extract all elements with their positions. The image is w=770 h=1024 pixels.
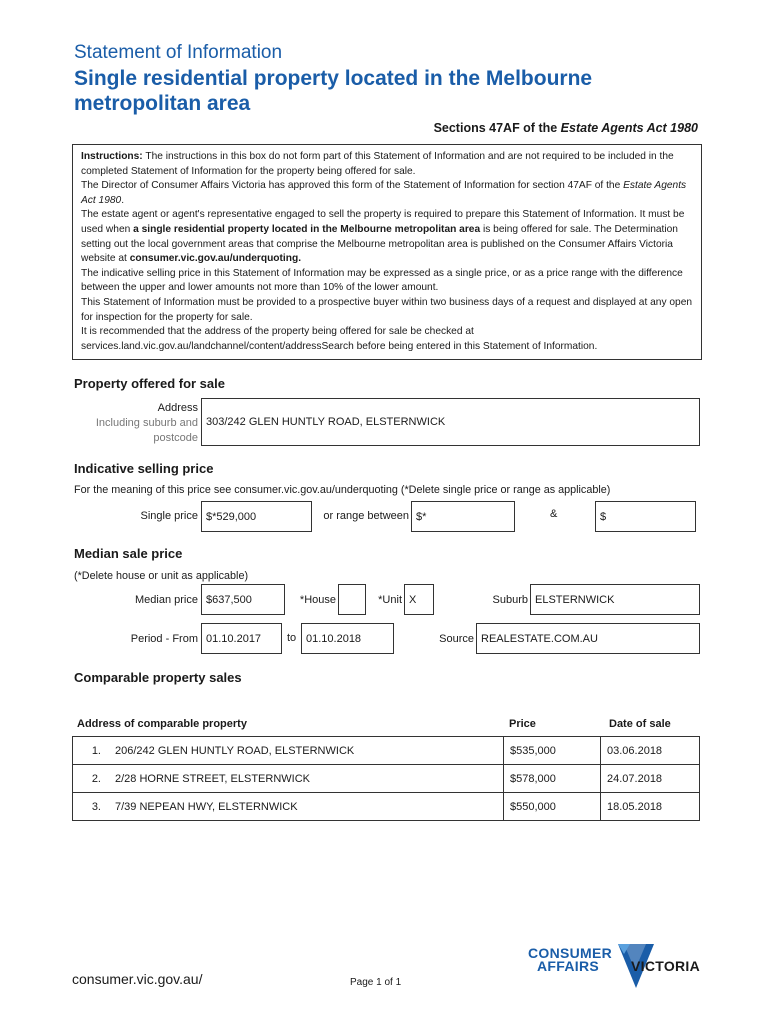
house-label: *House — [299, 594, 336, 606]
suburb-field[interactable] — [530, 584, 700, 615]
suburb-value: ELSTERNWICK — [535, 593, 615, 606]
address-label-line: Including suburb and — [95, 417, 198, 429]
period-label: Period - From — [130, 633, 198, 645]
act-name: Estate Agents Act 1980 — [81, 180, 687, 206]
act-name: Estate Agents Act 1980 — [560, 121, 698, 135]
source-field[interactable] — [476, 623, 700, 654]
median-price-label: Median price — [135, 594, 198, 606]
instructions-emphasis: a single residential property located in the Melbourne metropolitan area — [133, 223, 481, 235]
single-price-value: $*529,000 — [206, 510, 257, 523]
comparable-address-cell[interactable] — [72, 736, 504, 765]
range-low-value: $* — [416, 510, 427, 523]
comparable-address: 206/242 GLEN HUNTLY ROAD, ELSTERNWICK — [115, 744, 355, 757]
address-value: 303/242 GLEN HUNTLY ROAD, ELSTERNWICK — [206, 416, 446, 428]
instructions-paragraph-4: The indicative selling price in this Statement of Information may be expressed as a single price, or as a price range with the difference between the upper and lower amounts not more than 10% of the lower amount. — [81, 267, 683, 294]
instructions-box — [72, 144, 702, 360]
comparable-price: $535,000 — [510, 744, 556, 757]
period-to-value: 01.10.2018 — [306, 632, 362, 645]
instructions-text: The estate agent or agent's representative engaged to sell the property is required to prepare this Statement of Information. It must be used when — [81, 209, 685, 235]
instructions-paragraph-3 — [81, 208, 693, 266]
unit-value: X — [409, 593, 417, 606]
column-header-address: Address of comparable property — [77, 718, 247, 730]
indicative-note: For the meaning of this price see consumer.vic.gov.au/underquoting (*Delete single price or range as applicable) — [74, 484, 611, 496]
source-value: REALESTATE.COM.AU — [481, 632, 598, 645]
comparable-address: 2/28 HORNE STREET, ELSTERNWICK — [115, 772, 310, 785]
comparable-date-cell[interactable] — [600, 764, 700, 793]
instructions-text: is being offered for sale. The Determination setting out the local government areas that comprise the Melbourne metropolitan area is published on the Consumer Affairs Victoria website at — [81, 223, 678, 265]
comparable-address-cell[interactable] — [72, 792, 504, 821]
period-to-field[interactable] — [301, 623, 394, 654]
median-note: (*Delete house or unit as applicable) — [74, 570, 249, 582]
address-field[interactable] — [201, 398, 700, 446]
column-header-price: Price — [509, 718, 536, 730]
range-label: or range between — [323, 510, 409, 522]
period-from-value: 01.10.2017 — [206, 632, 262, 645]
instructions-text: The Director of Consumer Affairs Victoria has approved this form of the Statement of Information for section 47AF of the — [81, 180, 624, 192]
page-number: Page 1 of 1 — [350, 977, 402, 988]
comparable-address-cell[interactable] — [72, 764, 504, 793]
consumer-affairs-victoria-logo — [528, 942, 703, 992]
address-label-line: Address — [157, 402, 198, 414]
comparable-price-cell[interactable] — [503, 736, 601, 765]
table-row — [72, 736, 700, 765]
comparable-price-cell[interactable] — [503, 764, 601, 793]
footer-url[interactable]: consumer.vic.gov.au/ — [72, 971, 203, 987]
document-title: Single residential property located in the Melbourne metropolitan area — [74, 67, 593, 115]
source-label: Source — [439, 633, 474, 645]
range-high-value: $ — [600, 510, 607, 523]
single-price-field[interactable] — [201, 501, 312, 532]
period-from-field[interactable] — [201, 623, 282, 654]
sections-reference — [434, 121, 698, 135]
range-ampersand: & — [550, 508, 558, 520]
unit-label: *Unit — [378, 594, 402, 606]
comparable-price-cell[interactable] — [503, 792, 601, 821]
property-heading: Property offered for sale — [74, 376, 225, 391]
underquoting-link[interactable]: consumer.vic.gov.au/underquoting. — [129, 253, 302, 265]
instructions-text: The instructions in this box do not form part of this Statement of Information and are not required to be included in the completed Statement of Information for the property being offered for sale. — [81, 151, 674, 177]
median-heading: Median sale price — [74, 546, 183, 561]
logo-text-line-2a: AFFAIRS — [537, 958, 599, 974]
range-high-field[interactable] — [595, 501, 696, 532]
document-label: Statement of Information — [74, 42, 283, 63]
single-price-label: Single price — [140, 510, 198, 522]
row-number: 2. — [91, 772, 101, 785]
comparable-date-cell[interactable] — [600, 792, 700, 821]
median-price-field[interactable] — [201, 584, 285, 615]
table-row — [72, 792, 700, 821]
comparable-date-cell[interactable] — [600, 736, 700, 765]
instructions-paragraph-1 — [81, 150, 693, 179]
comparable-date: 24.07.2018 — [607, 772, 663, 785]
comparable-heading: Comparable property sales — [74, 670, 242, 685]
unit-checkbox[interactable] — [404, 584, 434, 615]
comparable-date: 03.06.2018 — [607, 744, 663, 757]
column-header-date: Date of sale — [609, 718, 671, 730]
comparable-price: $578,000 — [510, 772, 556, 785]
address-label-line: postcode — [153, 432, 198, 444]
median-price-value: $637,500 — [206, 593, 252, 606]
house-checkbox[interactable] — [338, 584, 366, 615]
instructions-label: Instructions: — [81, 151, 143, 162]
instructions-paragraph-6: It is recommended that the address of the property being offered for sale be checked at services.land.vic.gov.au/landchannel/content/addressSearch before being entered in this Statement of Information. — [81, 326, 598, 352]
comparable-date: 18.05.2018 — [607, 800, 663, 813]
instructions-paragraph-5: This Statement of Information must be provided to a prospective buyer within two business days of a request and displayed at any open for inspection for the property for sale. — [81, 296, 693, 323]
table-row — [72, 764, 700, 793]
logo-text-line-2b: VICTORIA — [631, 958, 701, 974]
address-label — [72, 401, 198, 446]
range-low-field[interactable] — [411, 501, 515, 532]
indicative-heading: Indicative selling price — [74, 461, 214, 476]
period-to-label: to — [287, 632, 297, 644]
logo-text-line-1: CONSUMER — [528, 945, 613, 961]
comparable-address: 7/39 NEPEAN HWY, ELSTERNWICK — [115, 800, 298, 813]
comparable-price: $550,000 — [510, 800, 556, 813]
suburb-label: Suburb — [492, 594, 528, 606]
instructions-text: . — [121, 194, 125, 206]
row-number: 3. — [91, 800, 101, 813]
row-number: 1. — [91, 744, 101, 757]
sections-prefix: Sections 47AF of the — [433, 121, 561, 135]
instructions-paragraph-2 — [81, 179, 693, 208]
